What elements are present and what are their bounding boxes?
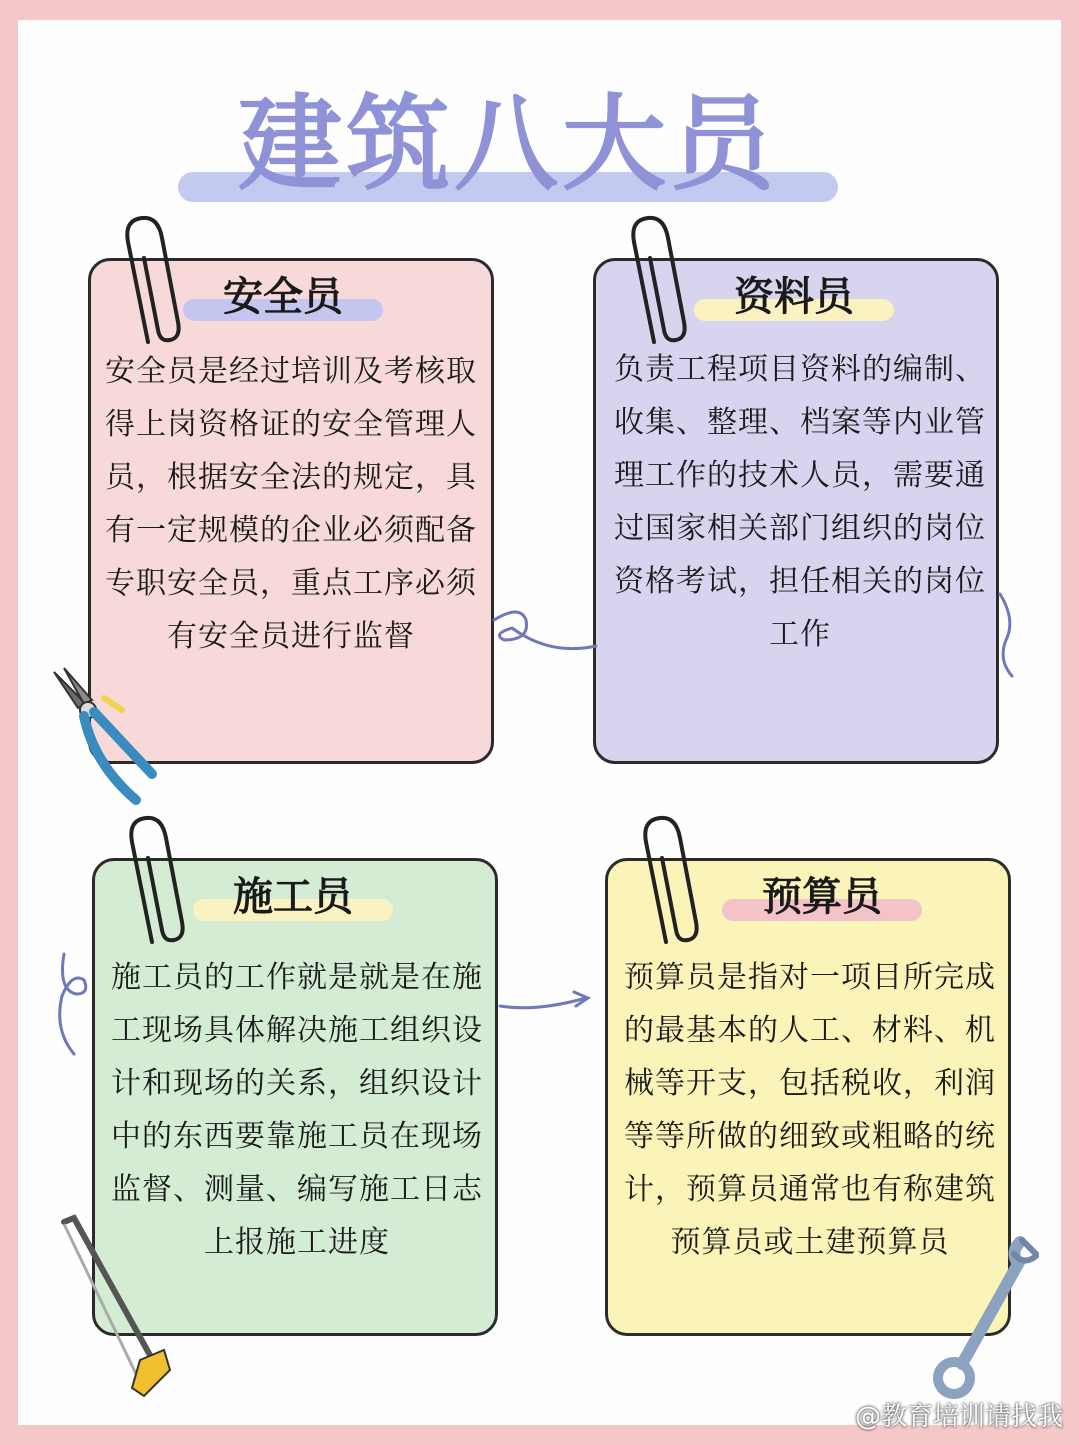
card-title: 安全员 <box>223 274 343 320</box>
title-block <box>178 82 838 212</box>
hacksaw-icon <box>52 1210 182 1410</box>
card-title-block <box>193 869 393 929</box>
card-title: 预算员 <box>762 874 882 920</box>
card-description: 安全员是经过培训及考核取得上岗资格证的安全管理人员，根据安全法的规定，具有一定规模的企业必须配备专职安全员，重点工序必须有安全员进行监督 <box>105 354 477 654</box>
page-title: 建筑八大员 <box>237 83 778 205</box>
watermark: @教育培训请找我 <box>854 1402 1063 1432</box>
squiggle-connector <box>490 590 600 670</box>
squiggle-connector <box>996 590 1026 680</box>
paperclip-icon <box>636 812 716 952</box>
card-title-block <box>183 269 383 329</box>
paperclip-icon <box>624 212 704 352</box>
paperclip-icon <box>122 812 202 952</box>
card-title: 资料员 <box>734 274 854 320</box>
card-title-block <box>722 869 922 929</box>
card-title: 施工员 <box>233 874 353 920</box>
card-description: 预算员是指对一项目所完成的最基本的人工、材料、机械等开支，包括税收，利润等等所做的细致或粗略的统计，预算员通常也有称建筑预算员或土建预算员 <box>624 960 996 1260</box>
paperclip-icon <box>118 212 198 352</box>
pliers-icon <box>44 664 164 814</box>
squiggle-connector <box>50 950 100 1060</box>
card-description: 施工员的工作就是就是在施工现场具体解决施工组织设计和现场的关系，组织设计中的东西要靠施工员在现场监督、测量、编写施工日志上报施工进度 <box>111 960 483 1260</box>
arrow-connector <box>496 984 596 1024</box>
wrench-icon <box>924 1232 1054 1402</box>
card-title-block <box>694 269 894 329</box>
card-description: 负责工程项目资料的编制、收集、整理、档案等内业管理工作的技术人员，需要通过国家相关部门组织的岗位资格考试，担任相关的岗位工作 <box>614 352 986 652</box>
